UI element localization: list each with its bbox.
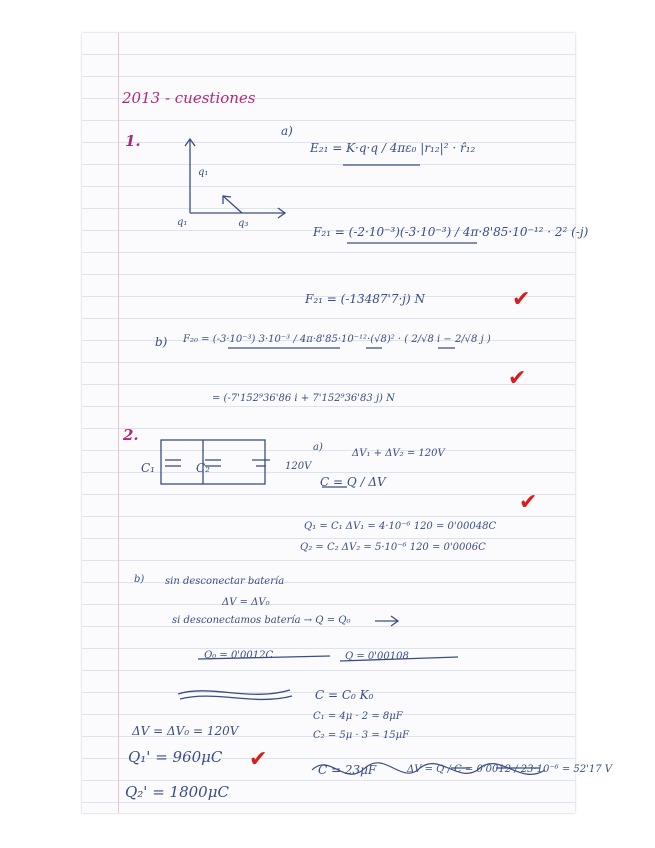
b-line-1: sin desconectar batería (165, 576, 285, 587)
b-line-2: ΔV = ΔV₀ (222, 597, 270, 608)
sketch-label-q1-origin: q₁ (177, 217, 188, 228)
field-formula: E₂₁ = K·q·q / 4πε₀ |r₁₂|² · r̂₁₂ (310, 141, 476, 155)
b-line-3: si desconectamos batería → Q = Q₀ (172, 615, 351, 626)
capacitance-formula: C = Q / ΔV (320, 475, 386, 489)
sketch-label-q3: q₃ (238, 218, 249, 229)
part-b-result: = (-7'152⁹36'86 i + 7'152⁹36'83 j) N (212, 393, 395, 404)
total-capacitance: C = 23μF (318, 763, 377, 777)
series-equation: ΔV₁ + ΔV₂ = 120V (352, 448, 445, 459)
vector-arrow (223, 196, 242, 213)
c1-with-dielectric: C₁ = 4μ · 2 = 8μF (313, 711, 403, 722)
sketch-label-q1-top: q₁ (198, 167, 209, 178)
voltage-result: ΔV = ΔV₀ = 120V (132, 724, 239, 738)
part-a-label-2: a) (313, 442, 323, 453)
page-title: 2013 - cuestiones (122, 89, 256, 107)
charge-q2-prime: Q₂' = 1800μC (125, 783, 229, 801)
charge-q2: Q₂ = C₂ ΔV₂ = 5·10⁻⁶ 120 = 0'0006C (300, 542, 486, 553)
part-b-label: b) (155, 335, 168, 349)
struck-text-1: Q₀ = 0'0012C (204, 650, 274, 661)
question-2-number: 2. (123, 426, 139, 444)
part-a-label: a) (281, 124, 293, 138)
struck-text-3 (195, 689, 219, 699)
check-mark: ✔ (519, 490, 538, 515)
part-b-force: F₂₀ = (-3·10⁻³) 3·10⁻³ / 4π·8'85·10⁻¹²·(√8)² · ( 2/√8 i − 2/√8 j ) (183, 334, 491, 345)
circuit-label-c1: C₁ (141, 461, 155, 475)
dielectric-equation: C = C₀ K₀ (315, 688, 374, 702)
circuit-label-voltage: 120V (285, 461, 312, 472)
check-mark: ✔ (508, 366, 527, 391)
charge-q1: Q₁ = C₁ ΔV₁ = 4·10⁻⁶ 120 = 0'00048C (304, 521, 497, 532)
check-mark: ✔ (512, 287, 531, 312)
voltage-fraction: ΔV = Q / C = 0'0012 / 23·10⁻⁶ = 52'17 V (407, 764, 613, 775)
c2-with-dielectric: C₂ = 5μ · 3 = 15μF (313, 730, 410, 741)
part-b-label-2: b) (134, 574, 145, 585)
force-substitution: F₂₁ = (-2·10⁻³)(-3·10⁻³) / 4π·8'85·10⁻¹² · 2² (-j) (313, 225, 589, 239)
force-result: F₂₁ = (-13487'7·j) N (305, 292, 426, 306)
check-mark: ✔ (249, 747, 268, 772)
struck-text-2: Q = 0'00108 (345, 651, 409, 662)
question-1-number: 1. (125, 132, 141, 150)
circuit-label-c2: C₂ (196, 461, 210, 475)
charge-q1-prime: Q₁' = 960μC (128, 748, 223, 766)
